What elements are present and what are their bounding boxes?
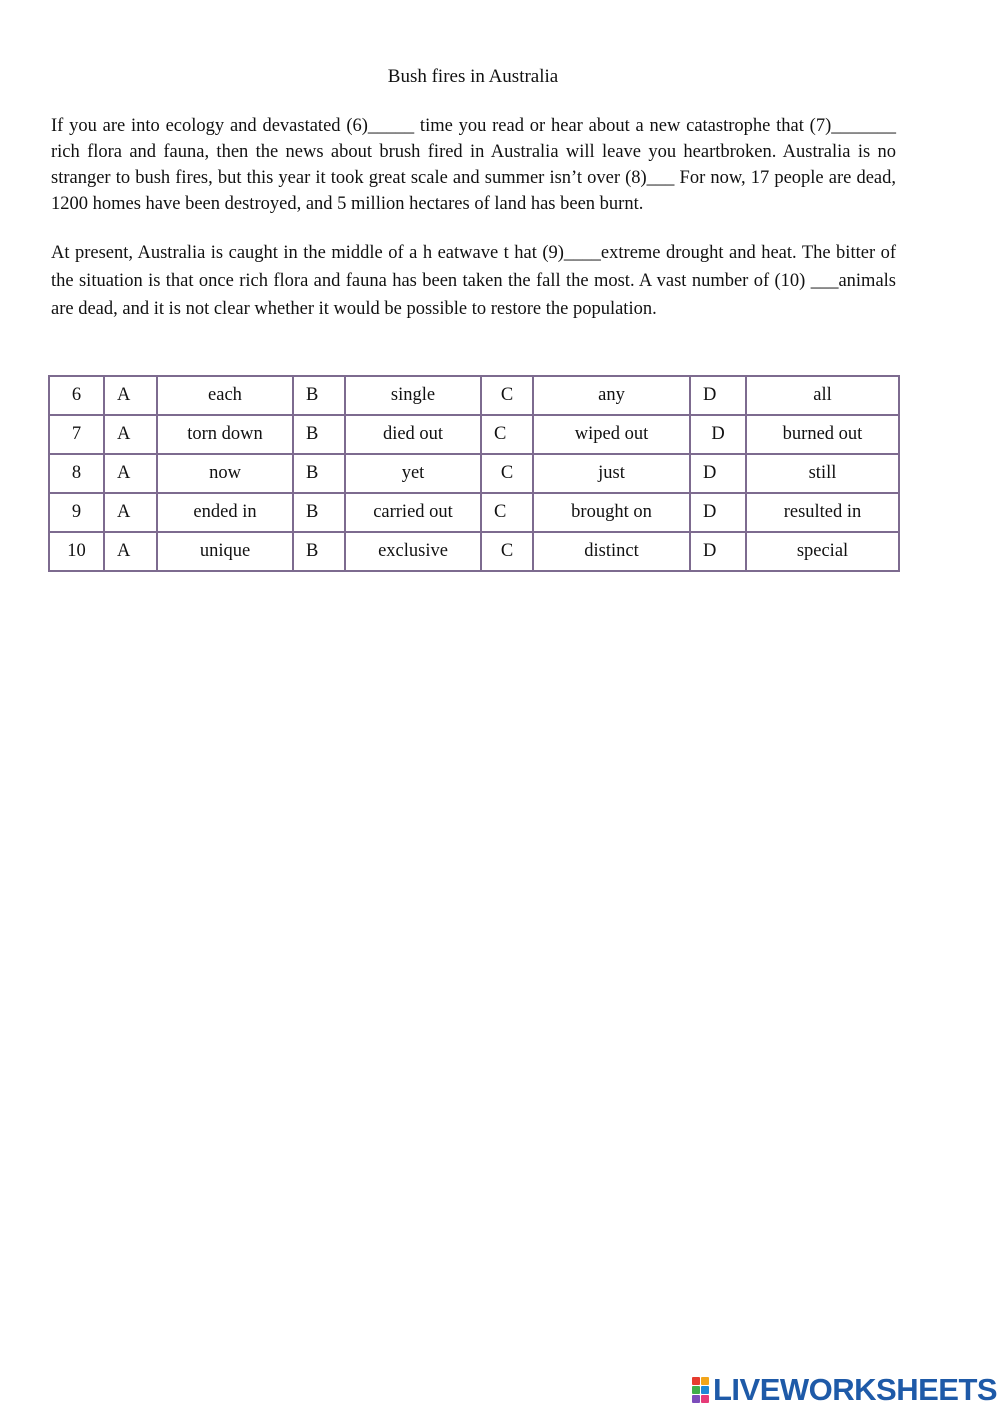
option-b: died out [345,415,481,454]
option-d: special [746,532,899,571]
option-d: resulted in [746,493,899,532]
option-d: burned out [746,415,899,454]
option-c: wiped out [533,415,690,454]
logo-blocks-icon [692,1377,709,1403]
table-row [49,376,899,415]
option-b: single [345,376,481,415]
logo-block [692,1386,700,1394]
option-letter: C [481,376,533,415]
option-c: brought on [533,493,690,532]
option-letter: D [690,454,746,493]
option-letter: A [104,493,157,532]
option-letter: A [104,532,157,571]
question-number: 10 [49,532,104,571]
option-letter: D [690,376,746,415]
option-a: ended in [157,493,293,532]
worksheet-title: Bush fires in Australia [387,66,559,87]
option-letter: B [293,493,345,532]
option-letter: A [104,454,157,493]
question-number: 9 [49,493,104,532]
option-letter: C [481,415,533,454]
option-a: each [157,376,293,415]
table-row [49,415,899,454]
option-letter: A [104,376,157,415]
logo-block [701,1395,709,1403]
option-c: distinct [533,532,690,571]
option-letter: B [293,532,345,571]
option-b: carried out [345,493,481,532]
question-number: 8 [49,454,104,493]
liveworksheets-logo[interactable] [692,1372,998,1407]
table-row [49,454,899,493]
option-letter: D [690,493,746,532]
option-letter: B [293,454,345,493]
logo-block [701,1386,709,1394]
answer-options-table [48,375,900,572]
option-a: torn down [157,415,293,454]
logo-text: LIVEWORKSHEETS [713,1372,998,1407]
option-d: still [746,454,899,493]
logo-block [692,1395,700,1403]
table-row [49,493,899,532]
option-letter: B [293,415,345,454]
option-letter: D [690,415,746,454]
option-letter: C [481,493,533,532]
question-number: 6 [49,376,104,415]
option-d: all [746,376,899,415]
paragraph-2: At present, Australia is caught in the middle of a h eatwave t hat (9)____extreme drought and heat. The bitter of the situation is that once rich flora and fauna has been taken the fall the most. A vast number of (10) ___animals are dead, and it is not clear whether it would be possible to restore the population. [51,243,896,319]
option-a: now [157,454,293,493]
option-letter: A [104,415,157,454]
option-c: just [533,454,690,493]
table-row [49,532,899,571]
option-letter: B [293,376,345,415]
logo-block [701,1377,709,1385]
option-c: any [533,376,690,415]
paragraph-1: If you are into ecology and devastated (6)_____ time you read or hear about a new catastrophe that (7)_______ rich flora and fauna, then the news about brush fired in Australia will leave you heartbroken. Australia is no stranger to bush fires, but this year it took great scale and summer isn’t over (8)___ For now, 17 people are dead, 1200 homes have been destroyed, and 5 million hectares of land has been burnt. [51,116,896,214]
option-b: exclusive [345,532,481,571]
option-letter: C [481,454,533,493]
option-letter: C [481,532,533,571]
question-number: 7 [49,415,104,454]
option-letter: D [690,532,746,571]
option-b: yet [345,454,481,493]
logo-block [692,1377,700,1385]
option-a: unique [157,532,293,571]
